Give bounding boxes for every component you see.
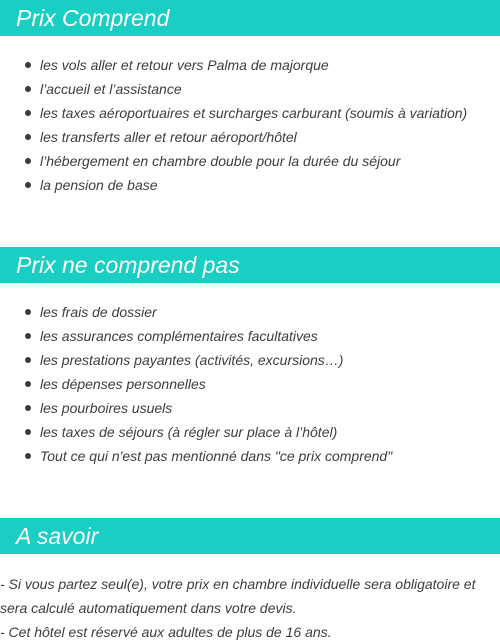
list-item bbox=[0, 149, 500, 173]
list-item-label: les taxes de séjours (à régler sur place à l’hôtel) bbox=[40, 424, 338, 440]
info-header: A savoir bbox=[0, 518, 500, 554]
bullet-icon bbox=[25, 134, 31, 140]
list-item-label: les pourboires usuels bbox=[40, 400, 173, 416]
list-item bbox=[0, 300, 500, 324]
list-item-label: l’hébergement en chambre double pour la durée du séjour bbox=[40, 153, 401, 169]
list-item-label: l’accueil et l’assistance bbox=[40, 81, 182, 97]
bullet-icon bbox=[25, 381, 31, 387]
list-item-label: les assurances complémentaires facultatives bbox=[40, 328, 318, 344]
list-item bbox=[0, 125, 500, 149]
bullet-icon bbox=[25, 110, 31, 116]
bullet-icon bbox=[25, 62, 31, 68]
list-item bbox=[0, 348, 500, 372]
list-item-label: les frais de dossier bbox=[40, 304, 157, 320]
list-item bbox=[0, 53, 500, 77]
list-item bbox=[0, 420, 500, 444]
bullet-icon bbox=[25, 429, 31, 435]
info-notes bbox=[0, 572, 500, 644]
list-item-label: la pension de base bbox=[40, 177, 158, 193]
list-item bbox=[0, 101, 500, 125]
list-item bbox=[0, 372, 500, 396]
bullet-icon bbox=[25, 405, 31, 411]
bullet-icon bbox=[25, 309, 31, 315]
price-excludes-list bbox=[0, 300, 500, 468]
list-item bbox=[0, 396, 500, 420]
list-item bbox=[0, 444, 500, 468]
price-includes-list bbox=[0, 53, 500, 197]
bullet-icon bbox=[25, 333, 31, 339]
list-item-label: les dépenses personnelles bbox=[40, 376, 206, 392]
list-item bbox=[0, 77, 500, 101]
info-note: - Cet hôtel est réservé aux adultes de plus de 16 ans. bbox=[0, 624, 332, 640]
list-item-label: les prestations payantes (activités, excursions…) bbox=[40, 352, 344, 368]
price-excludes-header: Prix ne comprend pas bbox=[0, 247, 500, 283]
list-item-label: les taxes aéroportuaires et surcharges carburant (soumis à variation) bbox=[40, 105, 468, 121]
price-includes-header: Prix Comprend bbox=[0, 0, 500, 36]
bullet-icon bbox=[25, 453, 31, 459]
list-item-label: Tout ce qui n'est pas mentionné dans "ce prix comprend" bbox=[40, 448, 393, 464]
list-item-label: les transferts aller et retour aéroport/hôtel bbox=[40, 129, 297, 145]
price-includes-section bbox=[0, 0, 500, 193]
bullet-icon bbox=[25, 158, 31, 164]
list-item bbox=[0, 324, 500, 348]
list-item bbox=[0, 173, 500, 197]
list-item-label: les vols aller et retour vers Palma de majorque bbox=[40, 57, 329, 73]
info-note: - Si vous partez seul(e), votre prix en chambre individuelle sera obligatoire et sera calculé automatiquement dans votre devis. bbox=[0, 576, 476, 616]
bullet-icon bbox=[25, 86, 31, 92]
info-section bbox=[0, 518, 500, 640]
bullet-icon bbox=[25, 182, 31, 188]
bullet-icon bbox=[25, 357, 31, 363]
price-excludes-section bbox=[0, 247, 500, 464]
